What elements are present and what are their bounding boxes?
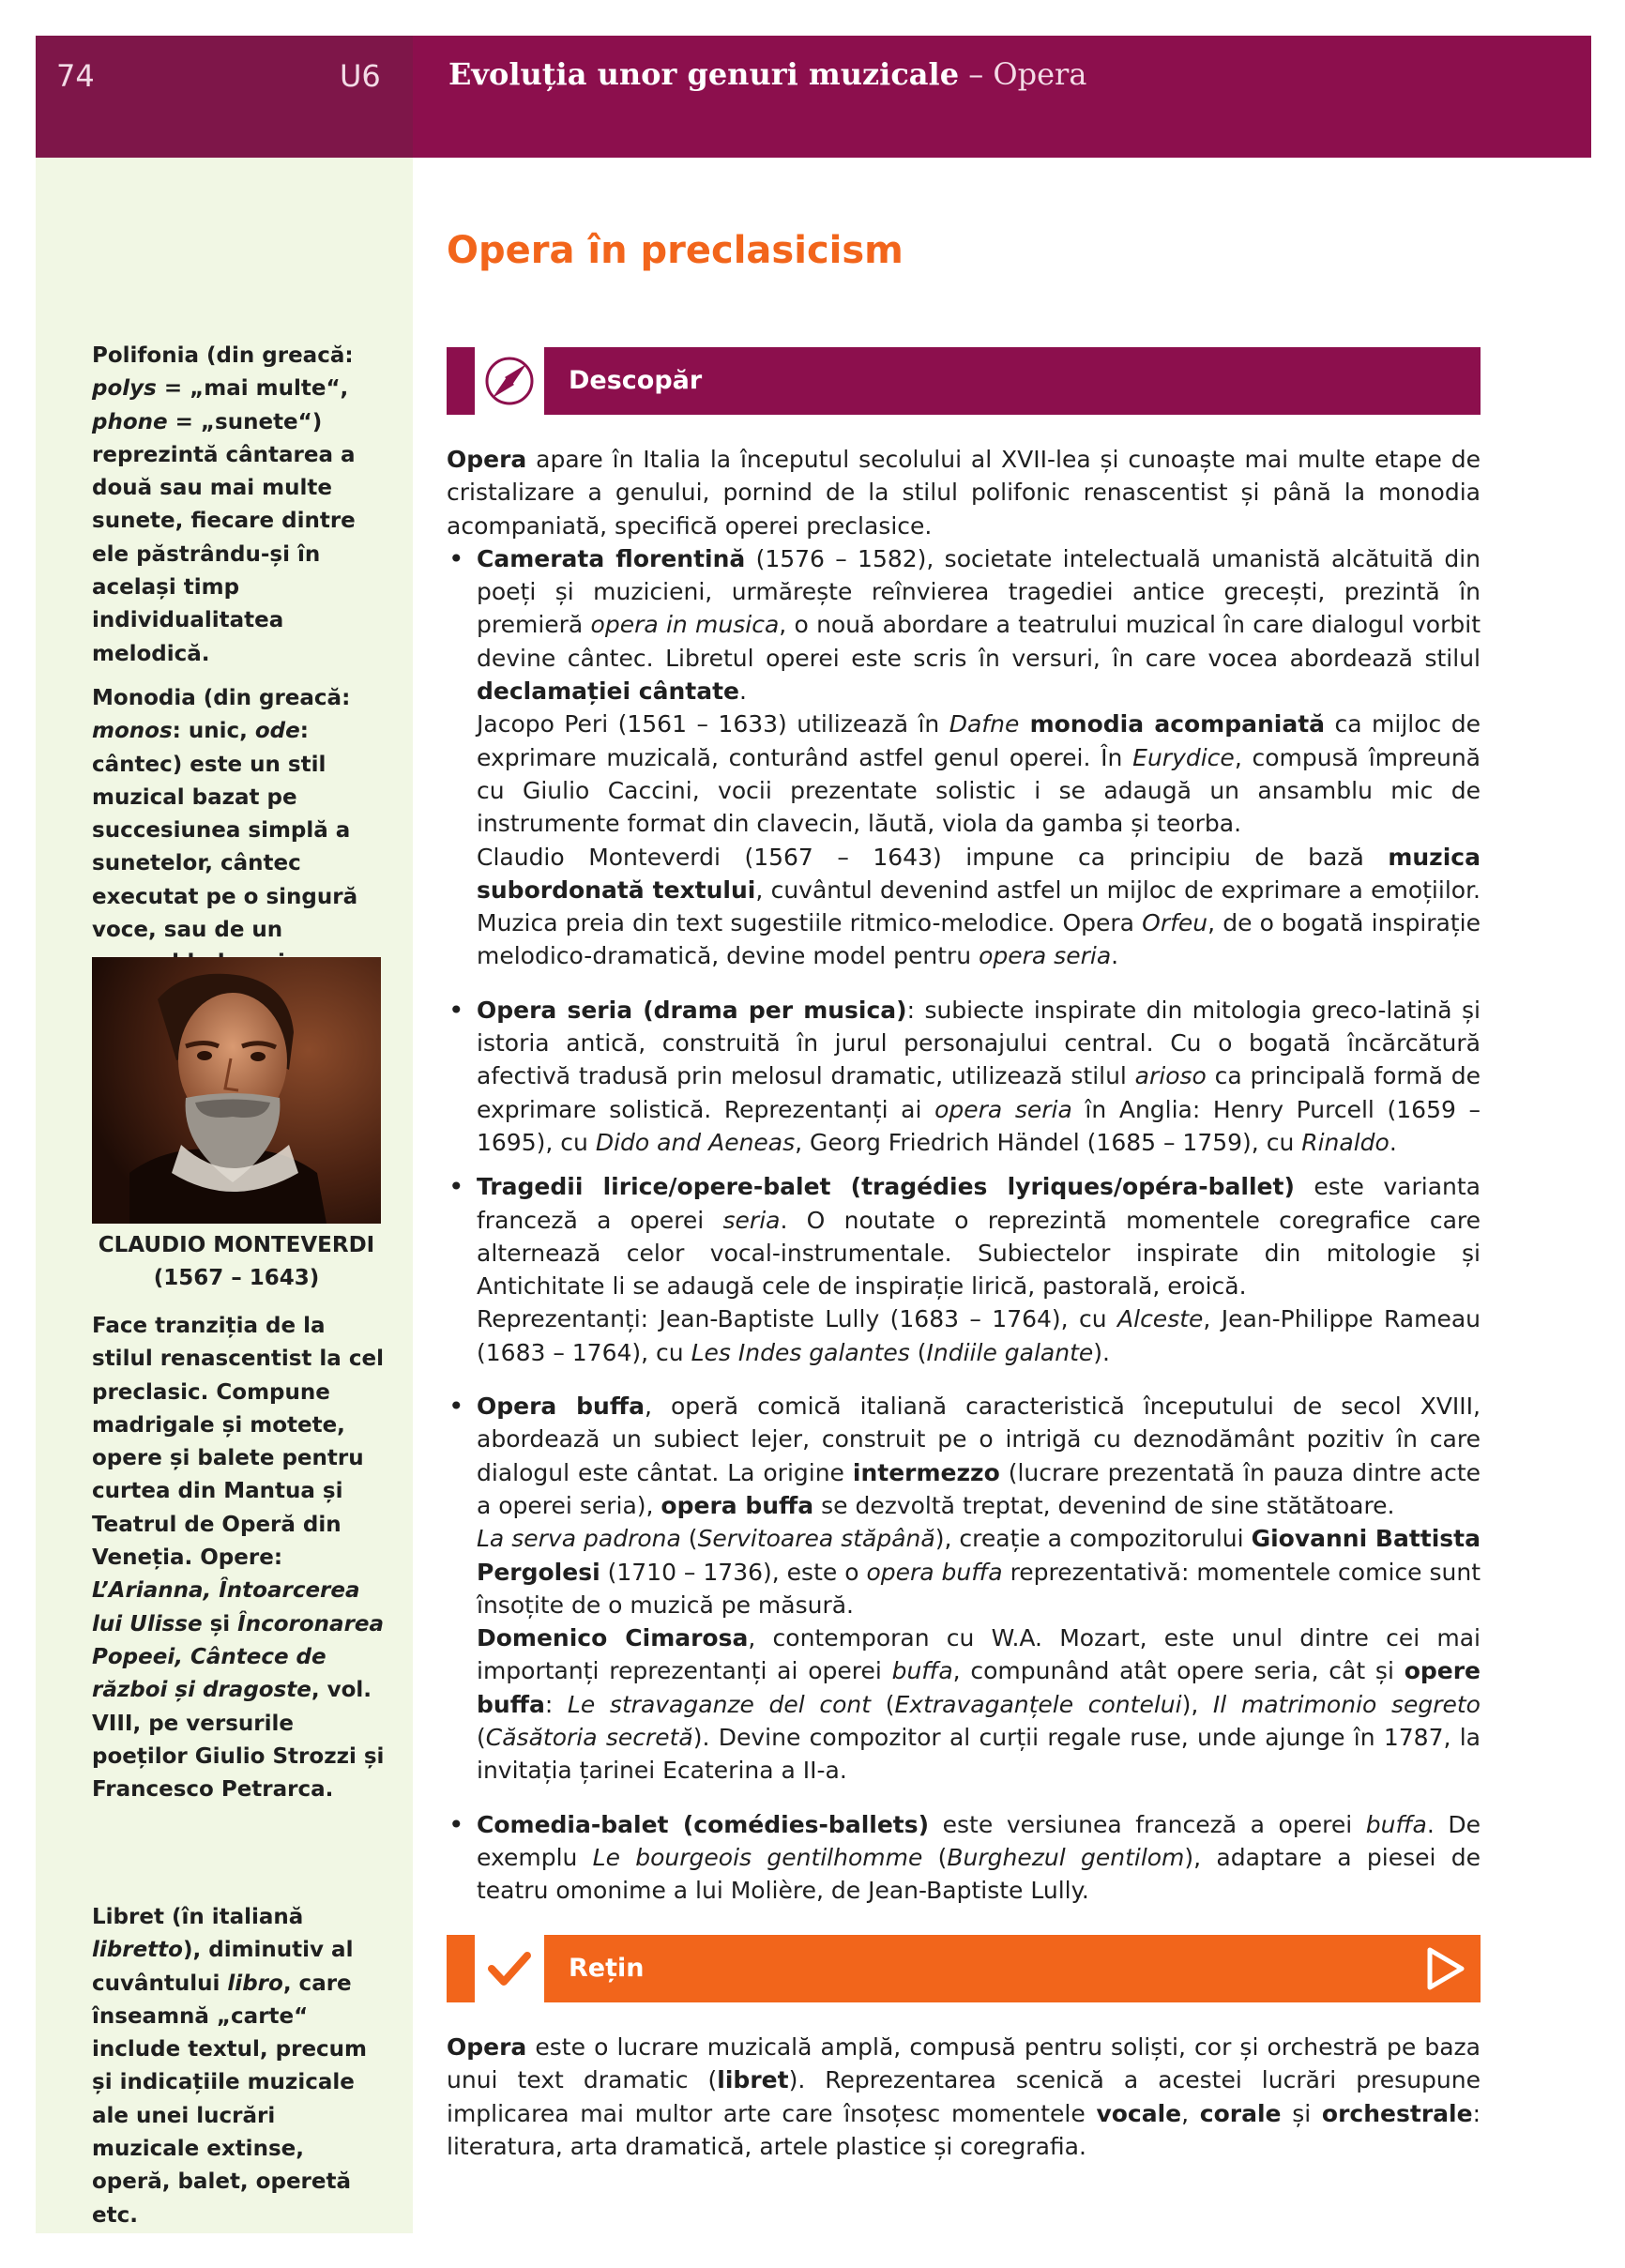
paragraph-cimarosa: Domenico Cimarosa, contemporan cu W.A. Mozart, este unul dintre cei mai importanți reprezentanți ai operei buffa, compunând atât opere seria, cât și opere buffa: Le stravaganze del cont (Extravaganțele contelui), Il matrimonio segreto (Căsătoria secretă). Devine compozitor al curții regale ruse, unde ajunge în 1787, la invitația țarinei Ecaterina a II-a. — [477, 1624, 1481, 1785]
page-title: Opera în preclasicism — [447, 229, 904, 272]
remember-label: Rețin — [569, 1954, 645, 1983]
paragraph-serva-padrona: La serva padrona (Servitoarea stăpână), creație a compozitorului Giovanni Battista Pergolesi (1710 – 1736), este o opera buffa reprezentativă: momentele comice sunt însoțite de o muzică pe măsură. — [477, 1525, 1481, 1619]
main-content — [447, 443, 1481, 1907]
sidebar-definitions — [92, 340, 385, 1025]
compass-icon — [475, 347, 544, 415]
portrait-caption: CLAUDIO MONTEVERDI (1567 – 1643) — [98, 1233, 375, 1291]
list-item-comedia-balet: • Comedia-balet (comédies-ballets) este versiunea franceză a operei buffa. De exemplu Le bourgeois gentilhomme (Burghezul gentilom), adaptare a piesei de teatru omonime a lui Molière, de Jean-Baptiste Lully. — [447, 1808, 1481, 1908]
checkmark-icon — [475, 1935, 544, 2002]
play-arrow-icon[interactable] — [1420, 1944, 1469, 1993]
header-left-band — [36, 36, 413, 158]
sidebar-bio: Face tranziția de la stilul renascentist la cel preclasic. Compune madrigale și motete, opere și balete pentru curtea din Mantua și Teatrul de Operă din Veneția. Opere: L’Arianna, Întoarcerea lui Ulisse și Încoronarea Popeei, Cântece de război și dragoste, vol. VIII, pe versurile poeților Giulio Strozzi și Francesco Petrarca. — [92, 1314, 385, 1803]
monteverdi-portrait — [92, 957, 381, 1224]
page-number: 74 — [56, 58, 95, 94]
remember-paragraph: Opera este o lucrare muzicală amplă, compusă pentru soliști, cor și orchestră pe baza unui text dramatic (libret). Reprezentarea scenică a acestei lucrări presupune implicarea mai multor arte care însoțesc momentele vocale, corale și orchestrale: literatura, arta dramatică, artele plastice și coregrafia. — [447, 2033, 1481, 2160]
list-item-tragedii: • Tragedii lirice/opere-balet (tragédies lyriques/opéra-ballet) este varianta franceză a operei seria. O noutate o reprezintă momentele coregrafice care alternează celor vocal-instrumentale. Subiectelor inspirate din mitologie și Antichitate li se adaugă cele de inspirație lirică, pastorală, eroică. Reprezentanți: Jean-Baptiste Lully (1683 – 1764), cu Alceste, Jean-Philippe Rameau (1683 – 1764), cu Les Indes galantes (Indiile galante). — [447, 1170, 1481, 1369]
definition-libret: Libret (în italiană libretto), diminutiv al cuvântului libro, care înseamnă „carte“ include textul, precum și indicațiile muzicale ale unei lucrări muzicale extinse, operă, balet, operetă etc. — [92, 1905, 368, 2228]
discover-label: Descopăr — [569, 366, 703, 395]
header-title: Evoluția unor genuri muzicale – Opera — [448, 56, 1087, 92]
definition-monodia: Monodia (din greacă: monos: unic, ode: cântec) este un stil muzical bazat pe succesiunea simplă a sunetelor, cântec executat pe o singură voce, sau de un — [92, 685, 358, 943]
list-item-camerata: • Camerata florentină (1576 – 1582), societate intelectuală umanistă alcătuită din poeți și muzicieni, urmărește reînvierea tragediei antice grecești, prezintă în premieră opera in musica, o nouă abordare a teatrului muzical în care dialogul vorbit devine cântec. Libretul operei este scris în versuri, în care vocea abordează stilul declamației cântate. — [447, 542, 1481, 708]
definition-polifonia: Polifonia (din greacă: polys = „mai multe“, phone = „sunete“) reprezintă cântarea a două sau mai multe sunete, fiecare dintre ele păstrându-și în același timp individualitatea melodică. — [92, 343, 356, 666]
remember-content — [447, 2031, 1481, 2163]
discover-section-bar — [447, 347, 1481, 415]
list-item-opera-buffa: • Opera buffa, operă comică italiană caracteristică începutului de secol XVIII, abordează un subiect lejer, construit pe o intrigă cu deznodământ pozitiv în care dialogul este cântat. La origine intermezzo (lucrare prezentată în pauza dintre acte a operei seria), opera buffa se dezvoltă treptat, devenind de sine stătătoare. — [447, 1390, 1481, 1522]
header-right-band — [413, 36, 1591, 158]
list-item-opera-seria: • Opera seria (drama per musica): subiecte inspirate din mitologia greco-latină și istoria antică, construită în jurul personajului central. Cu o bogată încărcătură afectivă tradusă prin melosul dramatic, utilizează stilul arioso ca principală formă de exprimare solistică. Reprezentanți ai opera seria în Anglia: Henry Purcell (1659 – 1695), cu Dido and Aeneas, Georg Friedrich Händel (1685 – 1759), cu Rinaldo. — [447, 994, 1481, 1159]
sidebar-libret — [92, 1901, 385, 2244]
unit-label: U6 — [340, 58, 381, 94]
paragraph-peri: Jacopo Peri (1561 – 1633) utilizează în Dafne monodia acompaniată ca mijloc de exprimare muzicală, conturând astfel genul operei. În Eurydice, compusă împreună cu Giulio Caccini, vocii prezentate solistic i se adaugă un ansamblu mic de instrumente format din clavecin, lăută, viola da gamba și teorba. — [477, 710, 1481, 838]
paragraph-monteverdi: Claudio Monteverdi (1567 – 1643) impune ca principiu de bază muzica subordonată textului, cuvântul devenind astfel un mijloc de exprimare a emoțiilor. Muzica preia din text sugestiile ritmico-melodice. Opera Orfeu, de o bogată inspirație melodico-dramatică, devine model pentru opera seria. — [477, 843, 1481, 970]
remember-section-bar — [447, 1935, 1481, 2002]
intro-paragraph: Opera apare în Italia la începutul secolului al XVII-lea și cunoaște mai multe etape de cristalizare a genului, pornind de la stilul polifonic renascentist și până la monodia acompaniată, specifică operei preclasice. — [447, 446, 1481, 540]
